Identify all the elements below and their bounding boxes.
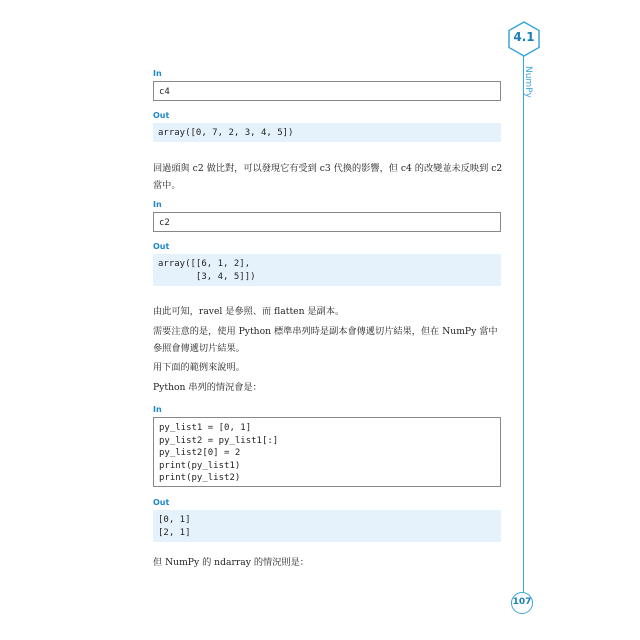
- in-label: In: [153, 69, 162, 78]
- out-label: Out: [153, 242, 170, 251]
- out-label: Out: [153, 498, 170, 507]
- body-paragraph: 回過頭與 c2 做比對，可以發現它有受到 c3 代換的影響，但 c4 的改變並未反映到 c2 當中。: [153, 163, 503, 191]
- chapter-side-title: NumPy: [523, 66, 533, 98]
- body-paragraph: Python 串列的情況會是：: [153, 382, 262, 393]
- code-output: array([0, 7, 2, 3, 4, 5]): [153, 123, 501, 142]
- body-paragraph: 需要注意的是，使用 Python 標準串列時是副本會傳遞切片結果，但在 NumPy 當中參照會傳遞切片結果。: [153, 326, 498, 354]
- code-input: py_list1 = [0, 1] py_list2 = py_list1[:] py_list2[0] = 2 print(py_list1) print(py_list2): [153, 417, 501, 487]
- in-label: In: [153, 405, 162, 414]
- chapter-number: 4.1: [513, 30, 535, 44]
- body-paragraph: 由此可知，ravel 是參照、而 flatten 是副本。: [153, 306, 345, 317]
- code-input: c4: [153, 81, 501, 101]
- code-input: c2: [153, 212, 501, 232]
- chapter-rail-line: [523, 52, 524, 598]
- code-output: [0, 1] [2, 1]: [153, 510, 501, 542]
- out-label: Out: [153, 111, 170, 120]
- body-paragraph: 但 NumPy 的 ndarray 的情況則是：: [153, 557, 309, 568]
- body-paragraph: 用下面的範例來說明。: [153, 362, 245, 373]
- in-label: In: [153, 200, 162, 209]
- page-number: 107: [511, 592, 533, 614]
- code-output: array([[6, 1, 2], [3, 4, 5]]): [153, 254, 501, 286]
